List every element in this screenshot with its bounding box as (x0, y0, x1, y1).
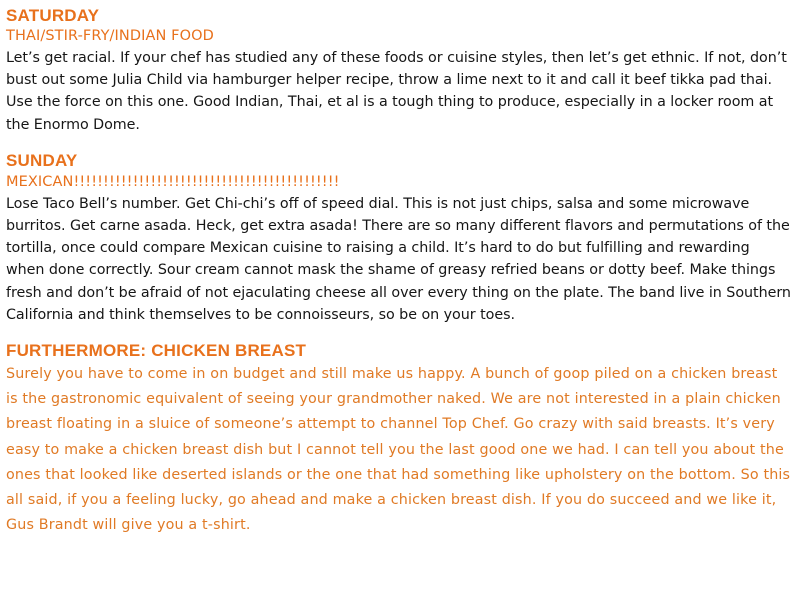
section-body-chicken-breast: Surely you have to come in on budget and still make us happy. A bunch of goop piled on a chicken breast is the gastronomic equivalent of seeing your grandmother naked. We are not interested in a plain chicken breast floating in a sluice of someone’s attempt to channel Top Chef. Go crazy with said breasts. It’s very easy to make a chicken breast dish but I cannot tell you the last good one we had. I can tell you about the ones that looked like deserted islands or the one that had something like upholstery on the bottom. So this all said, if you a feeling lucky, go ahead and make a chicken breast dish. If you do succeed and we like it, Gus Brandt will give you a t-shirt. (6, 366, 791, 534)
section-subheading-sunday: MEXICAN!!!!!!!!!!!!!!!!!!!!!!!!!!!!!!!!!!!!!!!!!!!!! (6, 173, 340, 190)
section-body-saturday: Let’s get racial. If your chef has studied any of these foods or cuisine styles, then let’s get ethnic. If not, don’t bust out some Julia Child via hamburger helper recipe, throw a lime next to it and call it beef tikka pad thai. Use the force on this one. Good Indian, Thai, et al is a tough thing to produce, especially in a locker room at the Enormo Dome. (6, 50, 787, 133)
section-sunday (6, 150, 792, 326)
section-heading-chicken-breast: FURTHERMORE: CHICKEN BREAST (6, 341, 307, 361)
rider-document (6, 6, 792, 552)
section-chicken-breast (6, 340, 792, 538)
section-body-sunday: Lose Taco Bell’s number. Get Chi-chi’s off of speed dial. This is not just chips, salsa and some microwave burritos. Get carne asada. Heck, get extra asada! There are so many different flavors and permutations of the tortilla, once could compare Mexican cuisine to raising a child. It’s hard to do but fulfilling and rewarding when done correctly. Sour cream cannot mask the shame of greasy refried beans or dotty beef. Make things fresh and don’t be afraid of not ejaculating cheese all over every thing on the plate. The band live in Southern California and think themselves to be connoisseurs, so be on your toes. (6, 195, 791, 323)
section-heading-saturday: SATURDAY (6, 6, 100, 25)
section-subheading-saturday: THAI/STIR-FRY/INDIAN FOOD (6, 28, 214, 44)
section-heading-sunday: SUNDAY (6, 150, 78, 170)
section-saturday (6, 6, 792, 136)
